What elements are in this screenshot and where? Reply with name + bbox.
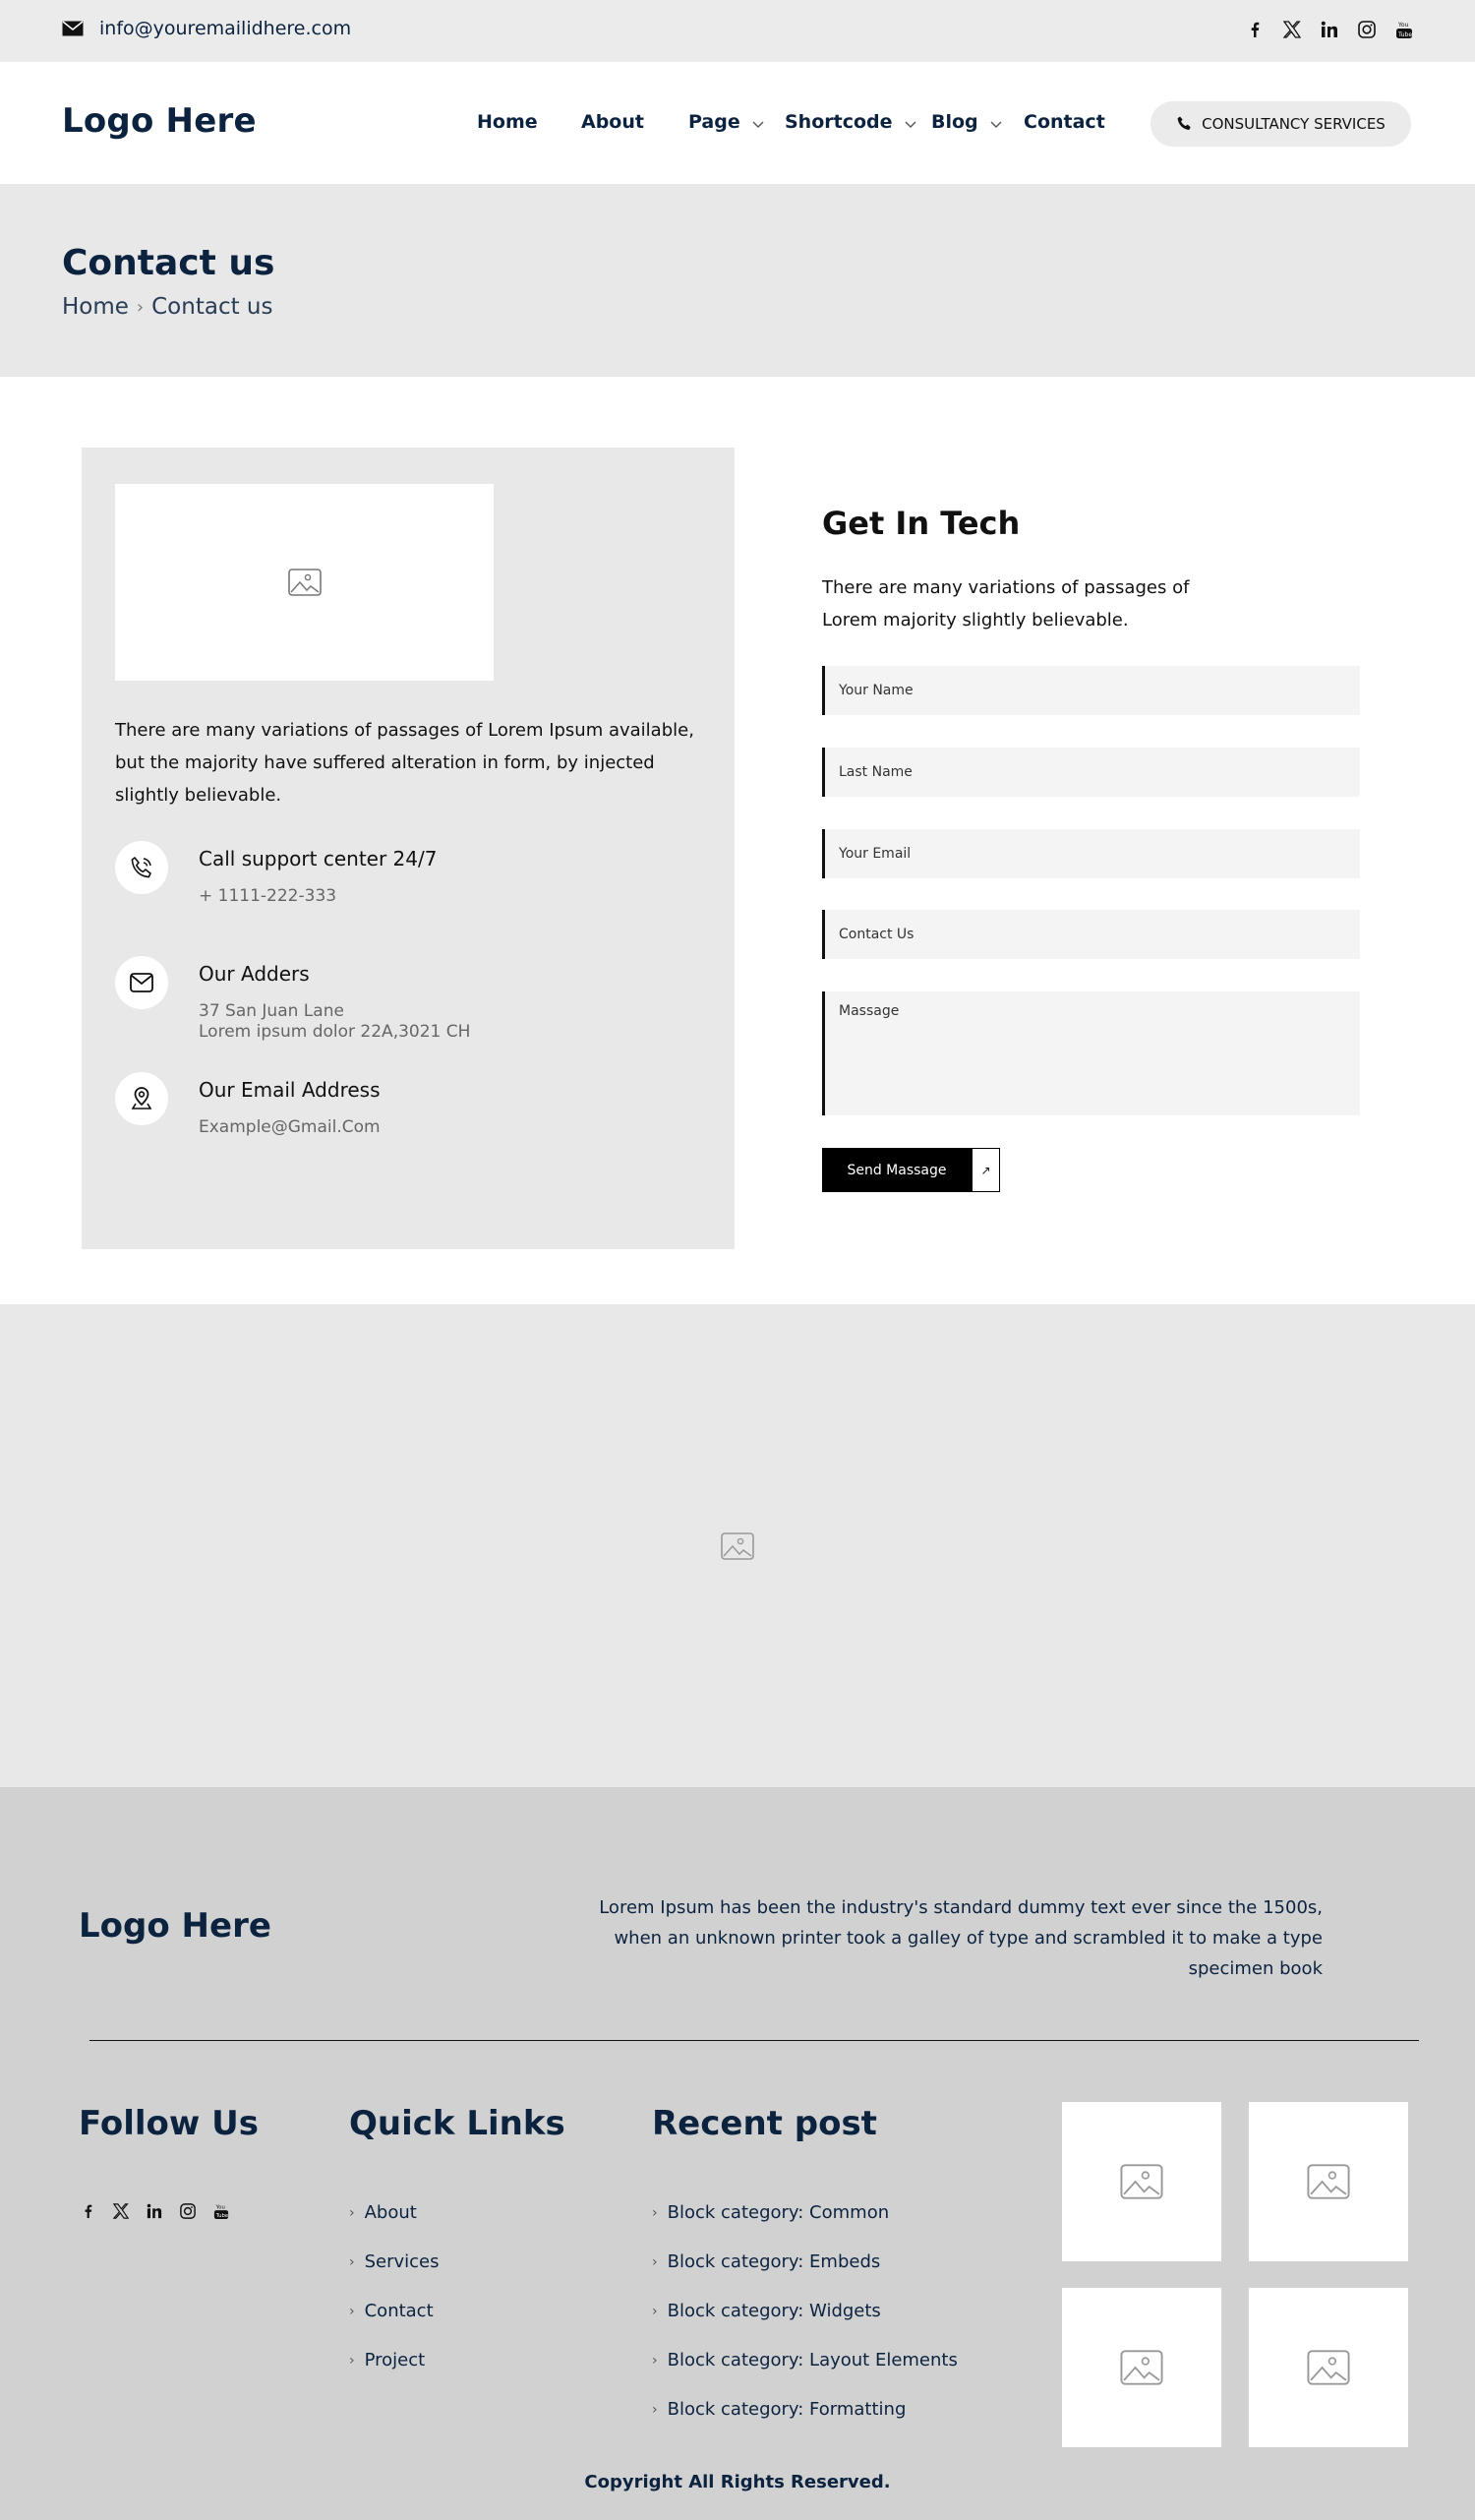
mail-icon bbox=[62, 21, 84, 36]
chevron-right-icon: › bbox=[652, 2253, 658, 2270]
chevron-right-icon: › bbox=[349, 2253, 355, 2270]
gallery-thumb[interactable] bbox=[1249, 2102, 1408, 2261]
footer-divider bbox=[89, 2040, 1419, 2041]
image-icon bbox=[1306, 2350, 1351, 2385]
quick-link-about[interactable] bbox=[349, 2202, 417, 2223]
quick-link-label: Contact bbox=[364, 2301, 434, 2321]
chevron-down-icon bbox=[905, 121, 916, 129]
facebook-icon[interactable] bbox=[1246, 20, 1264, 39]
contact-input[interactable] bbox=[825, 910, 1360, 959]
email-field[interactable] bbox=[822, 829, 1360, 878]
form-title: Get In Tech bbox=[822, 505, 1021, 542]
nav-shortcode-label: Shortcode bbox=[785, 111, 893, 133]
nav-blog-label: Blog bbox=[931, 111, 978, 133]
page-title-band bbox=[0, 184, 1475, 377]
instagram-icon[interactable] bbox=[1358, 20, 1376, 39]
x-twitter-icon[interactable] bbox=[1283, 20, 1301, 39]
svg-text:Tube: Tube bbox=[1398, 31, 1413, 38]
consultancy-label: CONSULTANCY SERVICES bbox=[1202, 115, 1386, 133]
recent-post-item[interactable] bbox=[652, 2301, 881, 2321]
phone-call-icon bbox=[115, 841, 168, 894]
chevron-down-icon bbox=[990, 121, 1002, 129]
send-message-button[interactable] bbox=[822, 1148, 1000, 1192]
quick-link-label: Services bbox=[364, 2251, 440, 2272]
follow-heading: Follow Us bbox=[79, 2104, 259, 2143]
contact-info-card bbox=[82, 448, 735, 1249]
recent-post-label: Block category: Common bbox=[667, 2202, 890, 2223]
svg-text:You: You bbox=[215, 2204, 225, 2211]
top-bar bbox=[0, 0, 1475, 62]
quick-link-label: Project bbox=[364, 2350, 426, 2370]
chevron-right-icon: › bbox=[652, 2352, 658, 2369]
quick-link-label: About bbox=[364, 2202, 417, 2223]
facebook-icon[interactable] bbox=[79, 2202, 96, 2220]
image-icon bbox=[288, 569, 322, 596]
chevron-right-icon: › bbox=[349, 2352, 355, 2369]
chevron-right-icon: › bbox=[349, 2303, 355, 2319]
breadcrumb-current: Contact us bbox=[151, 294, 273, 320]
address-line-2: Lorem ipsum dolor 22A,3021 CH bbox=[199, 1022, 471, 1042]
recent-post-item[interactable] bbox=[652, 2202, 889, 2223]
linkedin-icon[interactable] bbox=[146, 2202, 163, 2220]
email-title: Our Email Address bbox=[199, 1078, 381, 1102]
site-header bbox=[0, 62, 1475, 184]
lastname-field[interactable] bbox=[822, 748, 1360, 797]
image-icon bbox=[721, 1532, 754, 1560]
nav-page-label: Page bbox=[688, 111, 740, 133]
recent-post-label: Block category: Formatting bbox=[667, 2399, 907, 2420]
top-email[interactable] bbox=[62, 18, 351, 39]
phone-icon bbox=[1176, 115, 1194, 133]
top-email-text: info@youremailidhere.com bbox=[99, 18, 352, 39]
chevron-right-icon: › bbox=[652, 2204, 658, 2221]
chevron-right-icon: › bbox=[136, 296, 145, 318]
message-textarea[interactable] bbox=[825, 991, 1360, 1115]
form-description: There are many variations of passages of Lorem majority slightly believable. bbox=[822, 577, 1190, 630]
quick-link-contact[interactable] bbox=[349, 2301, 434, 2321]
address-line-1: 37 San Juan Lane bbox=[199, 1001, 344, 1021]
map-placeholder bbox=[0, 1304, 1475, 1787]
site-footer bbox=[0, 1787, 1475, 2520]
linkedin-icon[interactable] bbox=[1321, 20, 1338, 39]
youtube-icon[interactable] bbox=[1395, 20, 1413, 39]
email-value[interactable]: Example@Gmail.Com bbox=[199, 1117, 381, 1137]
image-icon bbox=[1306, 2164, 1351, 2199]
nav-contact[interactable] bbox=[1024, 111, 1105, 133]
instagram-icon[interactable] bbox=[179, 2202, 197, 2220]
site-logo[interactable]: Logo Here bbox=[62, 101, 257, 141]
copyright-text: Copyright All Rights Reserved. bbox=[584, 2472, 891, 2492]
message-field[interactable] bbox=[822, 991, 1360, 1115]
breadcrumb bbox=[62, 294, 272, 320]
recent-post-label: Block category: Embeds bbox=[667, 2251, 881, 2272]
phone-value[interactable]: + 1111-222-333 bbox=[199, 886, 337, 906]
contact-field[interactable] bbox=[822, 910, 1360, 959]
gallery-thumb[interactable] bbox=[1062, 2288, 1221, 2447]
chevron-right-icon: › bbox=[349, 2204, 355, 2221]
lastname-input[interactable] bbox=[825, 748, 1360, 797]
arrow-up-right-icon: ↗ bbox=[972, 1148, 1000, 1192]
name-field[interactable] bbox=[822, 666, 1360, 715]
nav-about[interactable] bbox=[581, 111, 644, 133]
nav-page[interactable] bbox=[688, 111, 764, 133]
email-input[interactable] bbox=[825, 829, 1360, 878]
gallery-thumb[interactable] bbox=[1062, 2102, 1221, 2261]
info-image-placeholder bbox=[115, 484, 494, 681]
name-input[interactable] bbox=[825, 666, 1360, 715]
page-title: Contact us bbox=[62, 243, 275, 283]
address-title: Our Adders bbox=[199, 962, 310, 986]
breadcrumb-home[interactable]: Home bbox=[62, 294, 129, 320]
chevron-right-icon: › bbox=[652, 2303, 658, 2319]
footer-logo[interactable]: Logo Here bbox=[79, 1906, 271, 1946]
recent-post-label: Block category: Layout Elements bbox=[667, 2350, 958, 2370]
quick-link-project[interactable] bbox=[349, 2350, 425, 2370]
quick-links-heading: Quick Links bbox=[349, 2104, 565, 2143]
recent-post-item[interactable] bbox=[652, 2251, 880, 2272]
image-icon bbox=[1119, 2164, 1164, 2199]
recent-post-item[interactable] bbox=[652, 2350, 958, 2370]
nav-blog[interactable] bbox=[931, 111, 1002, 133]
location-pin-icon bbox=[115, 1072, 168, 1125]
top-social-links bbox=[1246, 20, 1413, 39]
svg-text:You: You bbox=[1398, 22, 1409, 29]
phone-title: Call support center 24/7 bbox=[199, 847, 438, 870]
recent-post-heading: Recent post bbox=[652, 2104, 877, 2143]
chevron-right-icon: › bbox=[652, 2401, 658, 2418]
nav-about-label: About bbox=[581, 111, 644, 133]
footer-social-links bbox=[79, 2202, 230, 2220]
footer-description: Lorem Ipsum has been the industry's standard dummy text ever since the 1500s, when an unknown printer took a galley of type and scrambled it to make a type specimen book bbox=[599, 1897, 1323, 1979]
consultancy-button[interactable] bbox=[1150, 101, 1411, 147]
recent-post-label: Block category: Widgets bbox=[667, 2301, 881, 2321]
youtube-icon[interactable] bbox=[212, 2202, 230, 2220]
recent-post-item[interactable] bbox=[652, 2399, 906, 2420]
nav-shortcode[interactable] bbox=[785, 111, 916, 133]
address-value bbox=[199, 1001, 470, 1043]
info-description: There are many variations of passages of Lorem Ipsum available, but the majority have suffered alteration in form, by injected slightly believable. bbox=[115, 720, 694, 806]
image-icon bbox=[1119, 2350, 1164, 2385]
svg-text:Tube: Tube bbox=[215, 2213, 229, 2220]
x-twitter-icon[interactable] bbox=[112, 2202, 130, 2220]
envelope-icon bbox=[115, 956, 168, 1009]
nav-home-label: Home bbox=[477, 111, 538, 133]
nav-home[interactable] bbox=[477, 111, 538, 133]
quick-link-services[interactable] bbox=[349, 2251, 440, 2272]
send-message-label: Send Massage bbox=[822, 1148, 972, 1192]
chevron-down-icon bbox=[752, 121, 764, 129]
gallery-thumb[interactable] bbox=[1249, 2288, 1408, 2447]
nav-contact-label: Contact bbox=[1024, 111, 1105, 133]
